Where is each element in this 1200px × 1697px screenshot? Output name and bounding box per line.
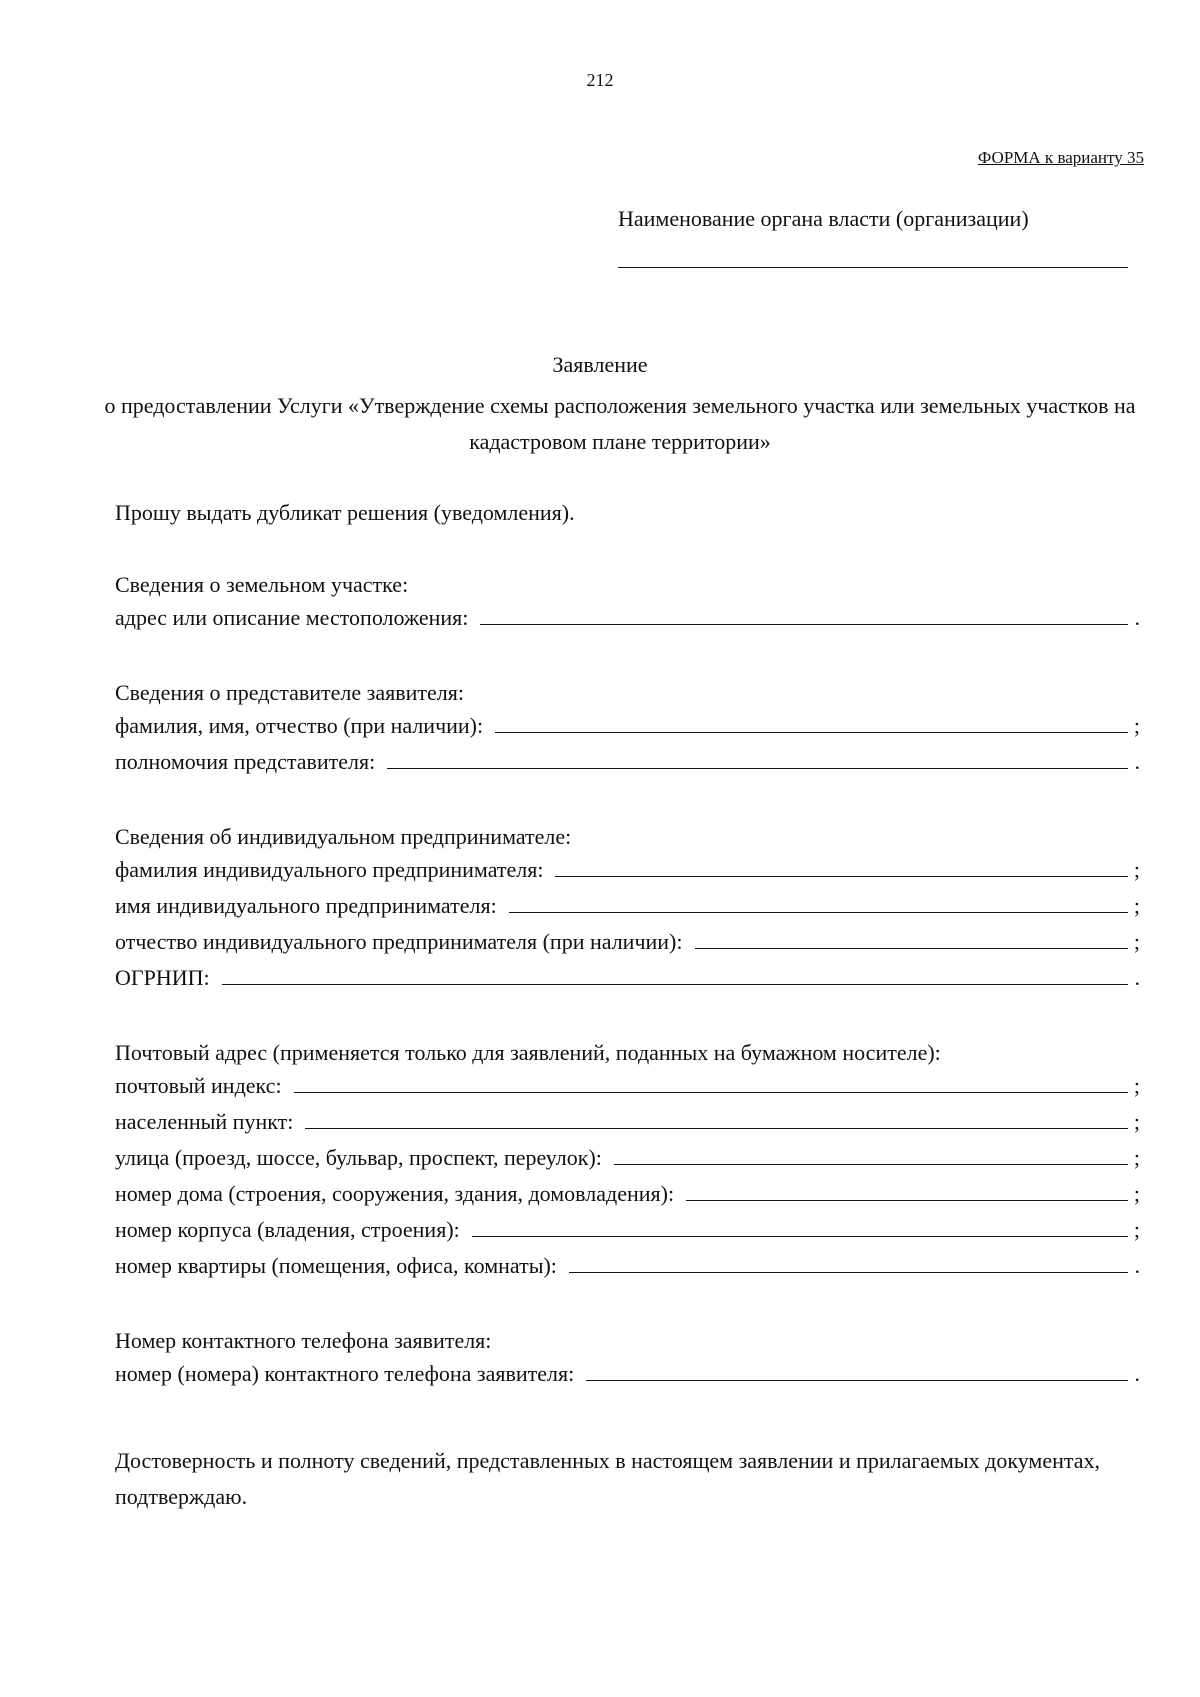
building-label: номер корпуса (владения, строения): — [115, 1217, 460, 1242]
phone-field[interactable] — [586, 1380, 1128, 1381]
phone-label: номер (номера) контактного телефона заявителя: — [115, 1361, 575, 1386]
ie-surname-field[interactable] — [555, 876, 1128, 877]
address-row — [115, 601, 1140, 631]
house-row — [115, 1177, 1140, 1207]
rep-powers-label: полномочия представителя: — [115, 749, 376, 774]
entrepreneur-heading: Сведения об индивидуальном предпринимателе: — [115, 824, 572, 849]
house-field[interactable] — [686, 1200, 1128, 1201]
ie-name-field[interactable] — [509, 912, 1128, 913]
apartment-end: . — [1134, 1253, 1140, 1278]
building-field[interactable] — [472, 1236, 1128, 1237]
land-heading: Сведения о земельном участке: — [115, 572, 409, 597]
ie-name-row — [115, 889, 1140, 919]
locality-field[interactable] — [305, 1128, 1128, 1129]
rep-powers-end: . — [1134, 749, 1140, 774]
rep-fio-row — [115, 709, 1140, 739]
postal-index-label: почтовый индекс: — [115, 1073, 282, 1098]
request-text: Прошу выдать дубликат решения (уведомления). — [115, 500, 575, 525]
representative-heading: Сведения о представителе заявителя: — [115, 680, 464, 705]
ie-ogrnip-row — [115, 961, 1140, 991]
document-title: Заявление — [552, 352, 648, 377]
rep-fio-label: фамилия, имя, отчество (при наличии): — [115, 713, 484, 738]
confirmation-text: Достоверность и полноту сведений, представленных в настоящем заявлении и прилагаемых документах, подтверждаю. — [115, 1448, 1101, 1509]
ie-ogrnip-label: ОГРНИП: — [115, 965, 210, 990]
house-label: номер дома (строения, сооружения, здания, домовладения): — [115, 1181, 675, 1206]
ie-ogrnip-field[interactable] — [222, 984, 1128, 985]
ie-patronymic-end: ; — [1133, 929, 1140, 954]
rep-powers-field[interactable] — [387, 768, 1128, 769]
street-field[interactable] — [614, 1164, 1128, 1165]
rep-powers-row — [115, 745, 1140, 775]
locality-label: населенный пункт: — [115, 1109, 294, 1134]
ie-name-end: ; — [1133, 893, 1140, 918]
house-end: ; — [1133, 1181, 1140, 1206]
authority-name-field[interactable] — [618, 267, 1128, 268]
form-reference: ФОРМА к варианту 35 — [977, 148, 1144, 167]
ie-patronymic-label: отчество индивидуального предпринимателя (при наличии): — [115, 929, 683, 954]
address-end: . — [1134, 605, 1140, 630]
locality-end: ; — [1133, 1109, 1140, 1134]
ie-surname-label: фамилия индивидуального предпринимателя: — [115, 857, 544, 882]
address-label: адрес или описание местоположения: — [115, 605, 469, 630]
ie-surname-row — [115, 853, 1140, 883]
building-row — [115, 1213, 1140, 1243]
postal-index-end: ; — [1133, 1073, 1140, 1098]
postal-heading: Почтовый адрес (применяется только для заявлений, поданных на бумажном носителе): — [115, 1040, 941, 1065]
authority-label: Наименование органа власти (организации) — [618, 206, 1029, 231]
apartment-label: номер квартиры (помещения, офиса, комнаты): — [115, 1253, 557, 1278]
address-field[interactable] — [480, 624, 1128, 625]
document-subtitle: о предоставлении Услуги «Утверждение схемы расположения земельного участка или земельных участков на кадастровом плане территории» — [104, 393, 1136, 454]
ie-ogrnip-end: . — [1134, 965, 1140, 990]
phone-row — [115, 1357, 1140, 1387]
rep-fio-field[interactable] — [495, 732, 1128, 733]
apartment-row — [115, 1249, 1140, 1279]
page-number: 212 — [586, 70, 614, 90]
locality-row — [115, 1105, 1140, 1135]
apartment-field[interactable] — [569, 1272, 1128, 1273]
ie-name-label: имя индивидуального предпринимателя: — [115, 893, 497, 918]
ie-surname-end: ; — [1133, 857, 1140, 882]
rep-fio-end: ; — [1133, 713, 1140, 738]
street-row — [115, 1141, 1140, 1171]
ie-patronymic-row — [115, 925, 1140, 955]
street-end: ; — [1133, 1145, 1140, 1170]
phone-heading: Номер контактного телефона заявителя: — [115, 1328, 492, 1353]
building-end: ; — [1133, 1217, 1140, 1242]
postal-index-row — [115, 1069, 1140, 1099]
phone-end: . — [1134, 1361, 1140, 1386]
ie-patronymic-field[interactable] — [695, 948, 1129, 949]
street-label: улица (проезд, шоссе, бульвар, проспект, переулок): — [115, 1145, 602, 1170]
postal-index-field[interactable] — [294, 1092, 1128, 1093]
